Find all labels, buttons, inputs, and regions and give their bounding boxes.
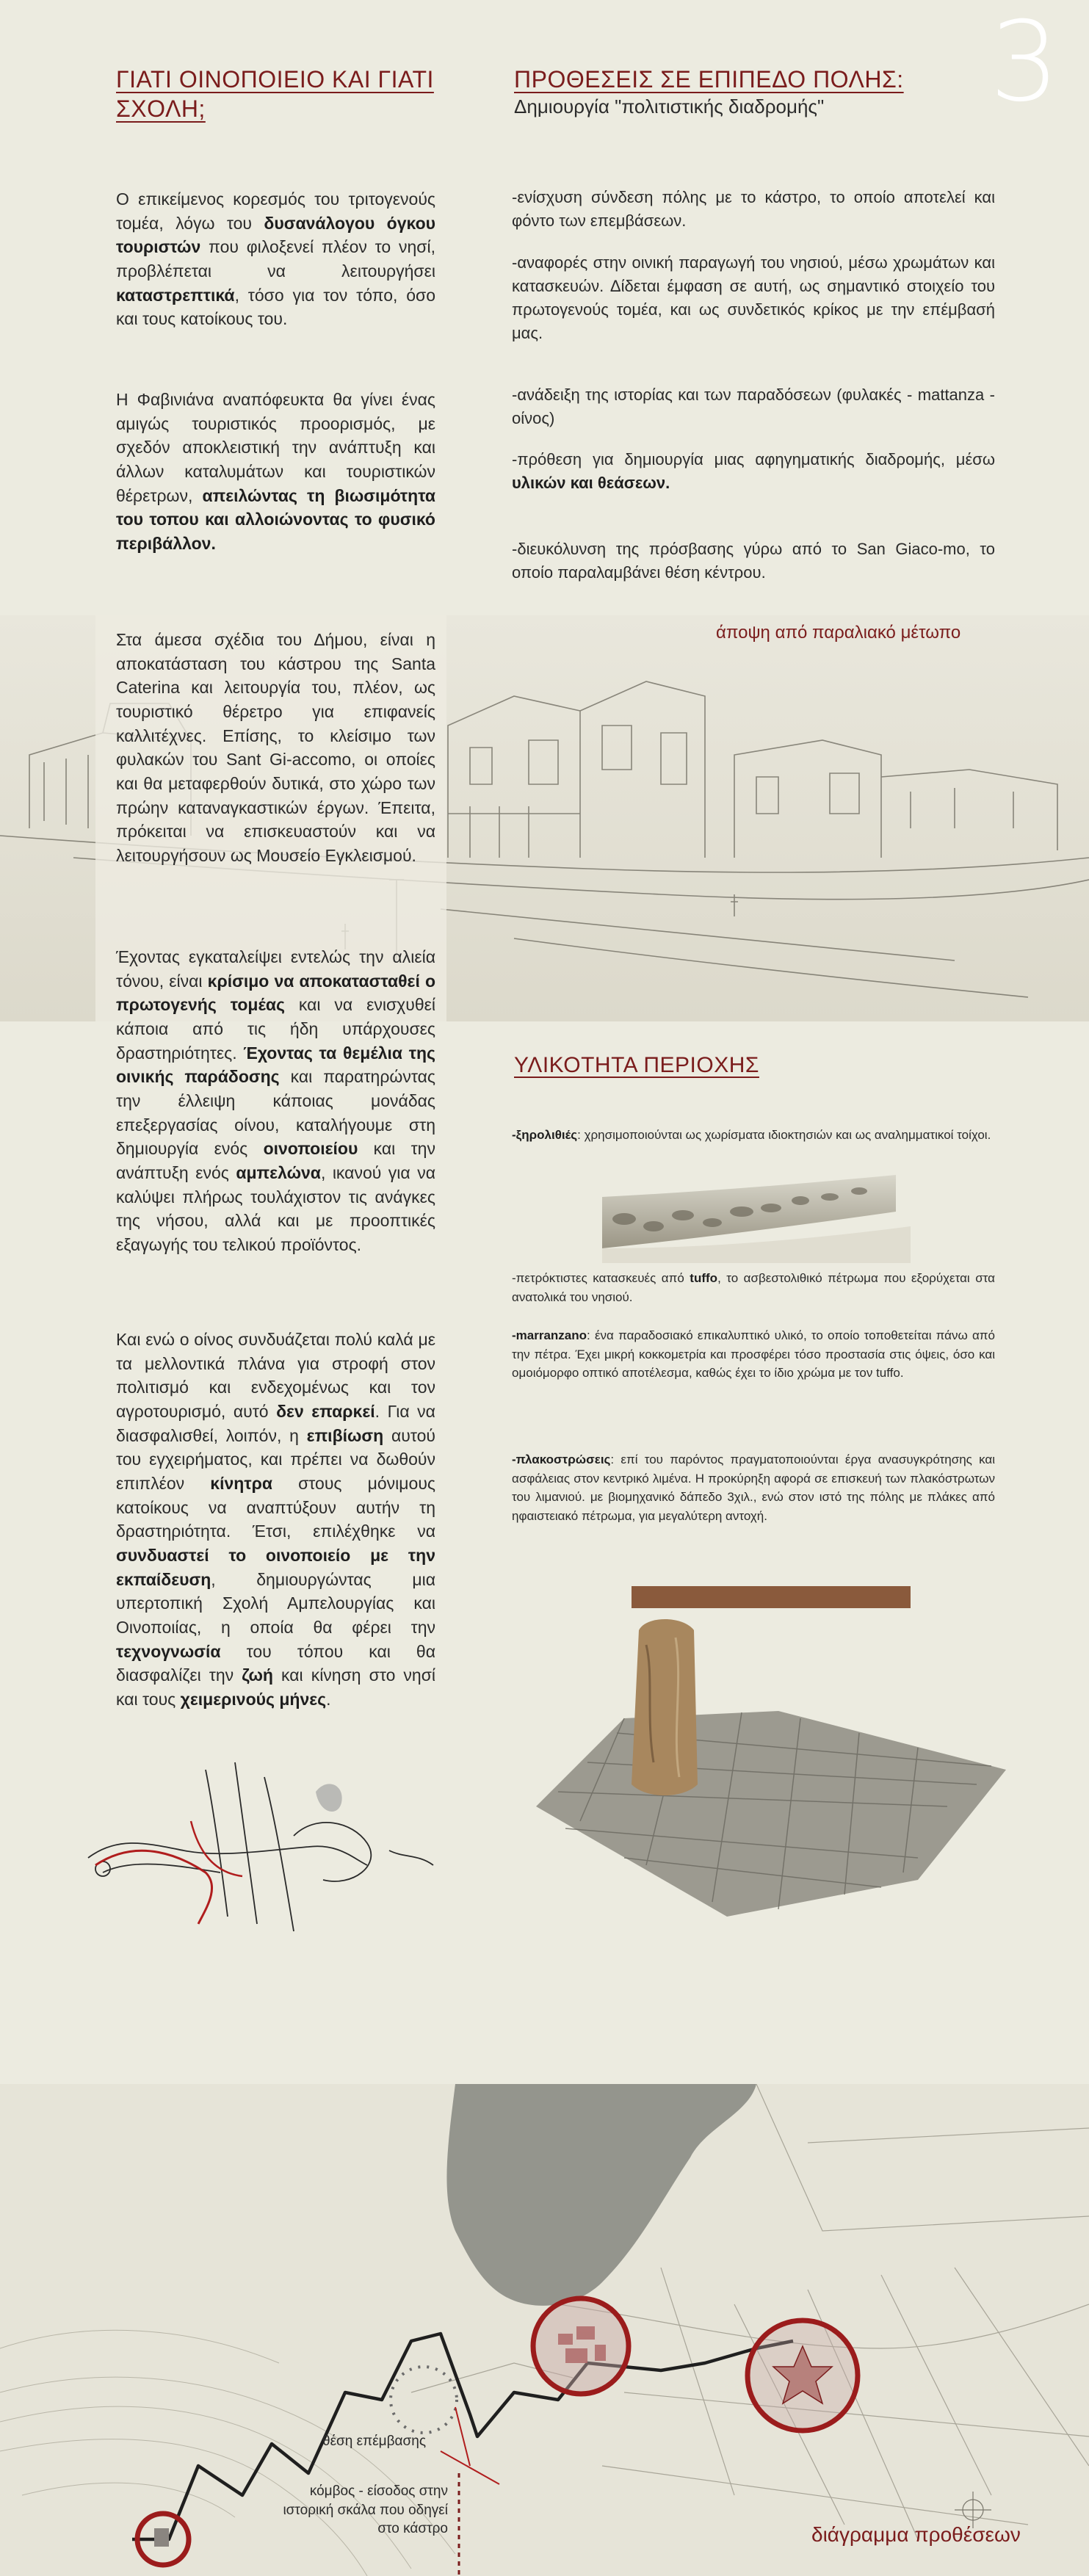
text-run: Ο επικείμενος κορεσμός του τριτογενούς τομέα, λόγω του bbox=[116, 189, 435, 233]
text-run: . Για να διασφαλισθεί, λοιπόν, η bbox=[116, 1401, 435, 1445]
bold-text: οινοποιείου bbox=[263, 1139, 358, 1159]
material-dry-stone bbox=[512, 1126, 995, 1145]
text-run: Στα άμεσα σχέδια του Δήμου, είναι η αποκατάσταση του κάστρου της Santa Caterina και λειτουργία του, πλέον, ως τουριστικό θέρετρο για επιφανείς καλλιτέχνες. Επίσης, το κλείσιμο των φυλακών του Sant Gi-accomo, οι οποίες και θα μεταφερθούν δυτικά, στο χώρο των πρώην καταναγκαστικών έργων. Έπειτα, πρόκειται να επισκευαστούν και να λειτουργήσουν ως Μουσείο Εγκλεισμού. bbox=[116, 630, 435, 865]
text-run: : ένα παραδοσιακό επικαλυπτικό υλικό, το οποίο τοποθετείται πάνω από την πέτρα. Έχει μικρή κοκκομετρία και προσφέρει τόσο προστασία στις όψεις, όσο και ομοιόμορφο οπτικό αποτέλεσμα, καθώς έχει το ίδιο χρώμα με τον tuffo. bbox=[512, 1328, 995, 1380]
bold-text: δυσανάλογου όγκου τουριστών bbox=[116, 213, 436, 257]
bold-text: -marranzano bbox=[512, 1328, 587, 1342]
bold-text: υλικών και θεάσεων. bbox=[512, 473, 670, 492]
bold-text: χειμερινούς μήνες bbox=[180, 1689, 327, 1709]
text-run: στους μόνιμους κατοίκους να αναπτύξουν αυτήν τη δραστηριότητα. Έτσι, επιλέχθηκε να bbox=[116, 1473, 435, 1541]
text-run: Η Φαβινιάνα αναπόφευκτα θα γίνει ένας αμιγώς τουριστικός προορισμός, με σχεδόν αποκλειστική την ανάπτυξη και άλλων καταλυμάτων και τουριστικών θέρετρων, bbox=[116, 390, 435, 505]
left-section-title: ΓΙΑΤΙ ΟΙΝΟΠΟΙΕΙΟ ΚΑΙ ΓΙΑΤΙ ΣΧΟΛΗ; bbox=[116, 66, 434, 122]
text-run: -ενίσχυση σύνδεση πόλης με το κάστρο, το οποίο αποτελεί και φόντο των επεμβάσεων. bbox=[512, 188, 995, 230]
bold-text: αμπελώνα bbox=[236, 1162, 321, 1182]
bold-text: δεν επαρκεί bbox=[276, 1401, 375, 1421]
text-run: που φιλοξενεί πλέον το νησί, προβλέπεται να λειτουργήσει bbox=[116, 237, 435, 281]
text-run: του τόπου και θα διασφαλίζει την bbox=[116, 1641, 435, 1685]
material-paving bbox=[512, 1450, 995, 1525]
paragraph-wine-school bbox=[116, 1328, 435, 1712]
page-number: 3 bbox=[989, 0, 1060, 126]
text-run: : επί του παρόντος πραγματοποιούνται έργα ανασυγκρότησης και ασφάλειας στον κεντρικό λιμένα. Η προκύρηξη αφορά σε επισκευή των πλακόστρωτων του λιμανιού. με βιομηχανικό δάπεδο 3χιλ., ενώ στον ιστό της πόλης με πλάκες από ηφαιστειακό πέτρωμα, για μεγαλύτερη αντοχή. bbox=[512, 1452, 995, 1523]
bold-text: tuffo bbox=[690, 1271, 718, 1285]
text-run: , δημιουργώντας μια υπερτοπική Σχολή Αμπελουργίας και Οινοποιίας, η οποία θα φέρει την bbox=[116, 1569, 435, 1637]
text-run: , το ασβεστολιθικό πέτρωμα που εξορύχεται στα ανατολικά του νησιού. bbox=[512, 1271, 995, 1304]
text-run: : χρησιμοποιούνται ως χωρίσματα ιδιοκτησιών και ως αναλημματικοί τοίχοι. bbox=[577, 1128, 991, 1142]
text-run: Έχοντας εγκαταλείψει εντελώς την αλιεία τόνου, είναι bbox=[116, 947, 435, 991]
text-run: Και ενώ ο οίνος συνδυάζεται πολύ καλά με τα μελλοντικά πλάνα για στροφή στον πολιτισμό και ενδεχομένως και τον αγροτουρισμό, αυτό bbox=[116, 1330, 435, 1421]
materials-title: ΥΛΙΚΟΤΗΤΑ ΠΕΡΙΟΧΗΣ bbox=[514, 1053, 759, 1077]
paragraph-municipal-plans bbox=[116, 628, 435, 868]
text-run: και κίνηση στο νησί και τους bbox=[116, 1665, 436, 1709]
dry-stone-wall-image bbox=[595, 1168, 911, 1263]
text-run: -διευκόλυνση της πρόσβασης γύρω από το San Giaco-mo, το οποίο παραλαμβάνει θέση κέντρου. bbox=[512, 540, 995, 582]
bold-text: επιβίωση bbox=[306, 1425, 384, 1445]
text-run: αυτού του εγχειρήματος, και πρέπει να δωθούν επιπλέον bbox=[116, 1425, 435, 1493]
bold-text: συνδυαστεί το οινοποιείο με την εκπαίδευση bbox=[116, 1545, 435, 1589]
intent-item-narrative-route bbox=[512, 448, 995, 495]
text-run: -πρόθεση για δημιουργία μιας αφηγηματικής διαδρομής, μέσω bbox=[512, 450, 995, 468]
material-marranzano bbox=[512, 1326, 995, 1383]
text-run: -ανάδειξη της ιστορίας και των παραδόσεων (φυλακές - mattanza - οίνος) bbox=[512, 386, 995, 427]
map-caption: διάγραμμα προθέσεων bbox=[811, 2523, 1021, 2546]
intent-item-access bbox=[512, 538, 995, 585]
right-section-title: ΠΡΟΘΕΣΕΙΣ ΣΕ ΕΠΙΠΕΔΟ ΠΟΛΗΣ: bbox=[514, 66, 904, 93]
intent-item-wine-references bbox=[512, 251, 995, 345]
hand-sketch-diagram bbox=[73, 1748, 455, 1939]
bold-text: ζωή bbox=[242, 1665, 273, 1685]
text-run: -αναφορές στην οινική παραγωγή του νησιού, μέσω χρωμάτων και κατασκευών. Δίδεται έμφαση σε αυτή, ως σημαντικό στοιχείο του πρωτογενούς τομέα, και ως συνδετικός κρίκος με την επέμβασή μας. bbox=[512, 253, 995, 342]
intentions-map bbox=[0, 2084, 1089, 2576]
intent-item-history bbox=[512, 383, 995, 430]
material-tuffo bbox=[512, 1269, 995, 1306]
bold-text: τεχνογνωσία bbox=[116, 1641, 221, 1661]
sketch-caption: άποψη από παραλιακό μέτωπο bbox=[716, 623, 961, 643]
map-label-site: θέση επέμβασης bbox=[322, 2434, 426, 2449]
bold-text: καταστρεπτικά bbox=[116, 285, 235, 305]
text-run: . bbox=[326, 1689, 331, 1709]
paragraph-favignana-tourism bbox=[116, 388, 435, 556]
text-run: και την ανάπτυξη ενός bbox=[116, 1139, 435, 1182]
text-run: , ικανού για να καλύψει πλήρως τουλάχιστον τις ανάγκες της νήσου, αλλά και με προοπτικές εξαγωγής του τελικού προϊόντος. bbox=[116, 1162, 435, 1254]
paragraph-primary-sector bbox=[116, 945, 435, 1257]
bold-text: -ξηρολιθιές bbox=[512, 1128, 578, 1142]
map-drawing bbox=[0, 2084, 1089, 2576]
intent-item-castle-link bbox=[512, 186, 995, 233]
map-label-node: κόμβος - είσοδος στην ιστορική σκάλα που οδηγεί στο κάστρο bbox=[283, 2483, 448, 2537]
text-run: και να ενισχυθεί κάποια από τις ήδη υπάρχουσες δραστηριότητες. bbox=[116, 995, 435, 1063]
bold-text: απειλώντας τη βιωσιμότητα του τοπου και αλλοιώνοντας το φυσικό περιβάλλον. bbox=[116, 485, 435, 553]
text-run: , τόσο για τον τόπο, όσο και τους κατοίκους του. bbox=[116, 285, 435, 329]
paving-stone-image bbox=[536, 1586, 1006, 1924]
bold-text: Έχοντας τα θεμέλια της οινικής παράδοσης bbox=[116, 1043, 435, 1087]
text-run: και παρατηρώντας την έλλειψη κάποιας μονάδας επεξεργασίας οίνου, καταλήγουμε στη δημιουργία ενός bbox=[116, 1067, 435, 1159]
right-section-subtitle: Δημιουργία "πολιτιστικής διαδρομής" bbox=[514, 95, 825, 117]
bold-text: κρίσιμο να αποκατασταθεί ο πρωτογενής τομέας bbox=[116, 971, 436, 1015]
bold-text: κίνητρα bbox=[210, 1473, 272, 1493]
text-run: -πετρόκτιστες κατασκευές από bbox=[512, 1271, 690, 1285]
paragraph-tourism-saturation bbox=[116, 187, 435, 331]
bold-text: -πλακοστρώσεις bbox=[512, 1452, 611, 1466]
